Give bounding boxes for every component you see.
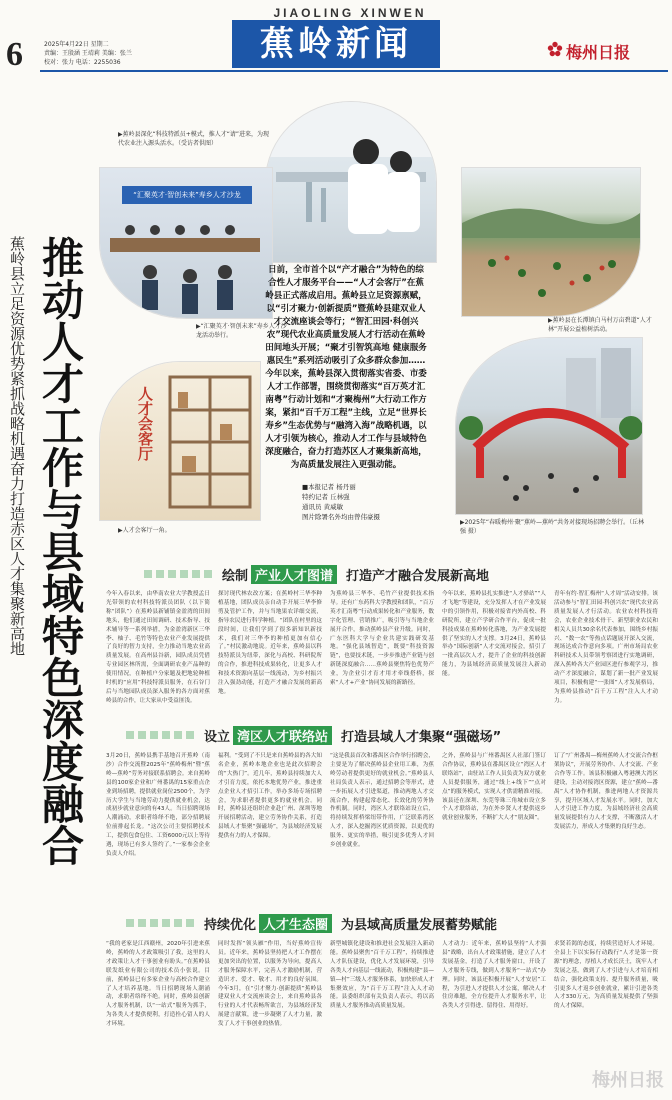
job-fair-caption: ▶2025年“春暖梅州·聚”蕉岭—蕉岭“共务对接现场招聘会举行。（丘林强 摄）	[460, 519, 645, 535]
section-2-col-4: 之外，蕉岭县与广州番禺区人社部门签订合作协议，蕉岭县在番禺区设立“湾区人才联络站”，由驻站工作人员负责为双方就业人员提供服务，通过“线上+线下”“点对点”的服务模式，实现人才供需精准对接。该县还在深圳、东莞等珠三角城市设立多个人才联络站，为在外乡贤人才提供返乡就业创业服务，不断扩大人才“朋友圈”。	[442, 753, 546, 822]
byline-reporter: ■本报记者 杨丹丽	[302, 483, 356, 491]
section-2-col-3: “这是我县首次和番禺区合作举行招聘会，主要是为了解决蕉岭县企业用工难，为蕉岭劳动者提供更好的就业机会。”蕉岭县人社局负责人表示，通过招聘会等形式，进一步拓展人才引进渠道，推动两地人才交流合作，构建起常态化、长效化的劳务协作机制。同时，湾区人才联络站设立后，将持续发挥桥梁纽带作用，广泛联系湾区人才，深入挖掘湾区优质资源，以更优的服务、更实的举措，吸引更多优秀人才回乡创业就业。	[330, 753, 434, 849]
section-3-col-3: 新型城镇化建设和推进社会发展注入新动能。蕉岭县聚焦“百千万工程”，持续推进人才队伍建设，优化人才发展环境，引导各类人才向基层一线流动，积极构建“县—镇—村”三级人才服务体系，加快形成人才集聚效应，为“百千万工程”注入人才动能。县委组织部有关负责人表示，将以高质量人才服务推动高质量发展。	[330, 941, 434, 1010]
section-2-col-5: 订了“广州番禺—梅州蕉岭人才交流合作框架协议”，开展劳务协作、人才交流、产业合作等工作。该县积极融入粤港澳大湾区建设，主动对接湾区资源，建立“蕉岭—番禺”人才协作机制，推进两地人才资源共享，提升区域人才发展水平。同时，加大人才引进工作力度，为县域经济社会高质量发展提供有力人才支撑，不断激活人才发展活力，形成人才集聚的良好生态。	[554, 753, 658, 831]
lab-photo	[266, 102, 436, 262]
meeting-photo	[100, 168, 272, 318]
section-3-col-4: 人才动力：近年来，蕉岭县坚持“人才强县”战略，出台人才政策措施，建立了人才发展基金，打造了人才服务窗口，开设了人才服务专线，做到人才服务“一站式”办理。同时，该县还积极开展“人才安居”工程，为引进人才提供人才公寓，解决人才住房难题，全方位提升人才服务水平，让各类人才引得进、留得住、用得好。	[442, 941, 546, 1010]
section-3-tail: 为县域高质量发展蓄势赋能	[341, 917, 498, 933]
masthead-rule	[40, 70, 668, 72]
proof-line: 校对：张力 电话：2255036	[44, 59, 121, 66]
section-2-col-2: 福利。“受到了不只是来自蕉岭县的各大知名企业，蕉岭本地企业也是此次招聘会的“大热门”。近几年，蕉岭县持续加大人才引育力度，依托本地优势产业，推进重点企业人才招引工作，举办多场专场招聘会，为求职者提供更多的就业机会。同时，蕉岭县还组织企业赴广州、深圳等地开展招聘活动，建立劳务协作关系，打造县域人才集聚“强磁场”，为县域经济发展提供有力的人才保障。	[218, 753, 322, 840]
byline-photo-credit: 图片除署名外均由曾伟豪摄	[302, 513, 380, 521]
section-3-col-1: “我的老家是江西赣州，2020年引进来蕉岭，蕉岭的人才政策吸引了我，这里的人才政策让人才干事创业有盼头。”在蕉岭县联发纸业有限公司的技术员小张说。目前，蕉岭县已有多家企业与高校合作建立了人才培养基地。当日招聘现场人潮涌动，求职者络绎不绝。同时，蕉岭县创新人才服务机制，以“一站式”服务为抓手，为各类人才提供便利，打造拴心留人的人才环境。	[106, 941, 210, 1028]
section-1-keyword: 产业人才图谱	[251, 565, 337, 584]
heading-decoration	[144, 570, 214, 578]
section-2-heading	[126, 724, 501, 746]
guest-room-photo	[100, 362, 260, 520]
headline: 推动人才工作与县域特色深度融合	[36, 236, 85, 866]
lab-caption: ▶蕉岭县深化“科技特派员+模式，推人才“请”进来，为现代农业注入源头活水。（受访者供图）	[118, 131, 269, 147]
section-3-body	[106, 940, 658, 1076]
paper-logo: 梅州日报	[566, 43, 631, 62]
subheadline: 蕉岭县立足资源优势紧抓战略机遇奋力打造赤区人才集聚新高地	[8, 236, 26, 656]
section-2-tail: 打造县域人才集聚“强磁场”	[341, 729, 502, 745]
section-1-col-1: 今年入春以来，由华南农业大学教授孟日光带领的农村科技特派员团队（以下简称“团队”）在蕉岭县新铺镇金盈湾的田间地头，他们通过田间调研、技术指导、技术辅导等一系列举措，为金盈湾新区三华李、柚子、毛竹等特色农业产业发展提供了良好的智力支持，全力推动当地农业高质量发展。在高州县谷新，园队成员凭借专业园区林所需，全面调研农业产品种的使用情况，在种植户分家题及把地轮种植时机的“应用”科技特派员服务，在石谷门后与当地园队成员深入服务的各方面对蕉岭县的合作，让大家从中受益匪浅。	[106, 591, 210, 704]
section-1-col-4: 今年以来，蕉岭县扎实推进“人才驿站”“人才飞地”等建设，充分发挥人才在产业发展中的引领作用，积极对接省内外高校、科研院所，建立产学研合作平台，促成一批科技成果在蕉岭转化落地，为产业发展提供了坚实的人才支撑。3月24日，蕉岭县举办“国际创新”人才交流对接会，招引了一批高层次人才，提升了企业的科技创新能力，为县域经济高质量发展注入新动能。	[442, 591, 546, 678]
meeting-banner: “汇聚英才·智创未来”寿乡人才沙龙	[122, 186, 252, 204]
section-title: 蕉岭新闻	[232, 20, 440, 68]
section-3-prefix: 持续优化	[204, 917, 257, 933]
byline-contributor: 通讯员 黄威敏	[302, 503, 344, 511]
section-1-col-3: 为蕉岭县三华李、毛竹产业提供技术指导。还有广东药科大学教授和团队，“百万英才汇南粤”行动成果转化和产业服务，数字化管理、营销推广，吸引等与当地企业展开合作，推动蕉岭县产业升级。同时，广东医科大学与企业共建实践研发基地。“强化县域智造”，既要“科技资源链”，也要技术链，一步步推进产业链与创新链深度融合……蕉岭县聚焦特色优势产业，为企业引才育才用才牵线搭桥，探索“人才+产业”协同发展的新路径。	[330, 591, 434, 687]
section-2-keyword: 湾区人才联络站	[233, 726, 332, 745]
section-1-prefix: 绘制	[222, 568, 249, 584]
guest-room-caption: ▶人才会客厅一角。	[118, 527, 171, 534]
date-line	[44, 40, 244, 67]
section-3-col-5: 求贤若渴的态度，持续营造好人才环境。全县上下以实际行动践行“人才是第一资源”的理念，厚植人才成长沃土，筑牢人才发展之基，做到了人才引进与人才培育相结合，强化政策支持、提升服务质量，吸引更多人才返乡创业就业，累计引进各类人才330万元，为高质量发展提供了坚强的人才保障。	[554, 941, 658, 1010]
watermark: 梅州日报	[592, 1070, 664, 1091]
section-2-col-1: 3月20日，蕉岭县携手基地召开蕉岭（南沙）合作交流暨2025年“蕉岭梅州”暨“蕉岭—蕉岭”劳务对接联系招聘会。来自蕉岭县的100家企业和广州番禺的15家重点企业到场招聘，提供就业岗位2500个，为学历大学生与当地劳动力提供就业机会，达成初步就业意向的有43人。当日招聘现场人潮涌动，求职者络绎不绝，部分招聘展位前排起长龙。“这次公司主要招聘技术工，提供包食包住、工资6000元以上等待遇，现场已有多人签约了。”一家参会企业负责人介绍。	[106, 753, 210, 857]
section-3-col-2: 同时发挥“领头雁”作用，当好蕉岭宣传员。近年来，蕉岭县坚持把人才工作摆在更加突出的位置，以服务为导向，提高人才服务保障水平，完善人才激励机制，营造识才、爱才、敬才、用才的良好氛围。今年3月，在“引才聚力·创新提质”蕉岭县建双业人才交流座谈会上，来自蕉岭县各行业的人才代表畅所欲言，为县域经济发展建言献策，进一步凝聚了人才力量，激发了人才干事创业的热情。	[218, 941, 322, 1028]
tree-planting-photo	[462, 168, 640, 316]
section-3-heading	[126, 912, 497, 934]
section-1-tail: 打造产才融合发展新高地	[346, 568, 490, 584]
section-1-heading	[144, 563, 489, 585]
section-1-body	[106, 590, 658, 712]
page-number: 6	[6, 36, 23, 73]
section-1-col-2: 探讨现代林农改方案；在蕉岭村三华李种植基地，团队成员亲自动手开展三华李修剪及管护工作，并与当地果农详细交流，指导农民进行科学种植。“团队在村里的这段时间，让我们学到了很多新知识新技术，我们对三华李的种植更加有信心了。”村民激动地说。近年来，蕉岭县以科技特派员为纽带，深化与高校、科研院所的合作，推进科技成果转化，让更多人才和技术资源向基层一线流动，为乡村振兴注入强劲动能，打造产才融合发展的新高地。	[218, 591, 322, 695]
intro-text: 日前，全市首个以“产才融合”为特色的综合性人才服务平台——“人才会客厅”在蕉岭县正式落成启用。蕉岭县立足资源禀赋，以“引才聚力·创新提质”暨蕉岭县建双业人才交流座谈会等行；“智汇田园·科创兴农”现代农业高质量发展人才行活动在蕉岭田间地头开展；“聚才引智筑高地 健康服务惠民生”系列活动吸引了众多群众参加……今年以来，蕉岭县深入贯彻落实省委、市委人才工作部署，围绕贯彻落实“百万英才汇南粤”行动计划和“才聚梅州”大行动工作方案，紧扣“百千万工程”主线，立足“世界长寿乡”生态优势与“融湾入海”战略机遇，以人才引领为核心，推动人才工作与县域特色深度融合，奋力打造苏区人才聚集新高地，为高质量发展注入更强动能。	[265, 265, 427, 470]
byline	[302, 482, 402, 522]
tree-planting-caption: ▶蕉岭县在长潭镇白马村万亩碧道“人才林”开展公益植树活动。	[548, 317, 652, 333]
issue-date: 2025年4月22日 星期二	[44, 41, 109, 48]
job-fair-photo	[456, 338, 642, 514]
heading-decoration	[126, 919, 196, 927]
plum-blossom-icon	[546, 40, 564, 58]
heading-decoration	[126, 731, 196, 739]
editor-line: 责编：王殷涵 王靖莉 美编：张兰	[44, 50, 132, 57]
section-2-prefix: 设立	[204, 729, 231, 745]
section-pinyin: JIAOLING XINWEN	[273, 6, 427, 20]
byline-correspondent: 特约记者 丘林强	[302, 493, 350, 501]
guest-room-sign: 人才会客厅	[136, 386, 154, 461]
section-1-col-5: 青年有约·智汇梅州“人才周”活动安排。该活动参与“智汇田园·科创兴农”现代农业高质量发展人才行活动。农业农村科技将会，农业企业技术骨干、新型职业农民和相关人员共30余名代表参加，围绕乡村振兴、“数一农”等热点话题展开深入交流，现场达成合作意向多项。广州市场局农业科研技术人员带领考察团进行实地调研，深入蕉岭各大产业园区进行参观学习，推动产才深度融合，谋划了新一批产业发展项目，积极构建“一张图”人才发展格局，为蕉岭县推动“百千万工程”注入人才动力。	[554, 591, 658, 704]
section-3-keyword: 人才生态圈	[259, 914, 332, 933]
meeting-caption: ▶“汇聚英才·智创未来”寿乡人才沙龙活动举行。	[196, 323, 287, 339]
section-2-body	[106, 752, 658, 892]
